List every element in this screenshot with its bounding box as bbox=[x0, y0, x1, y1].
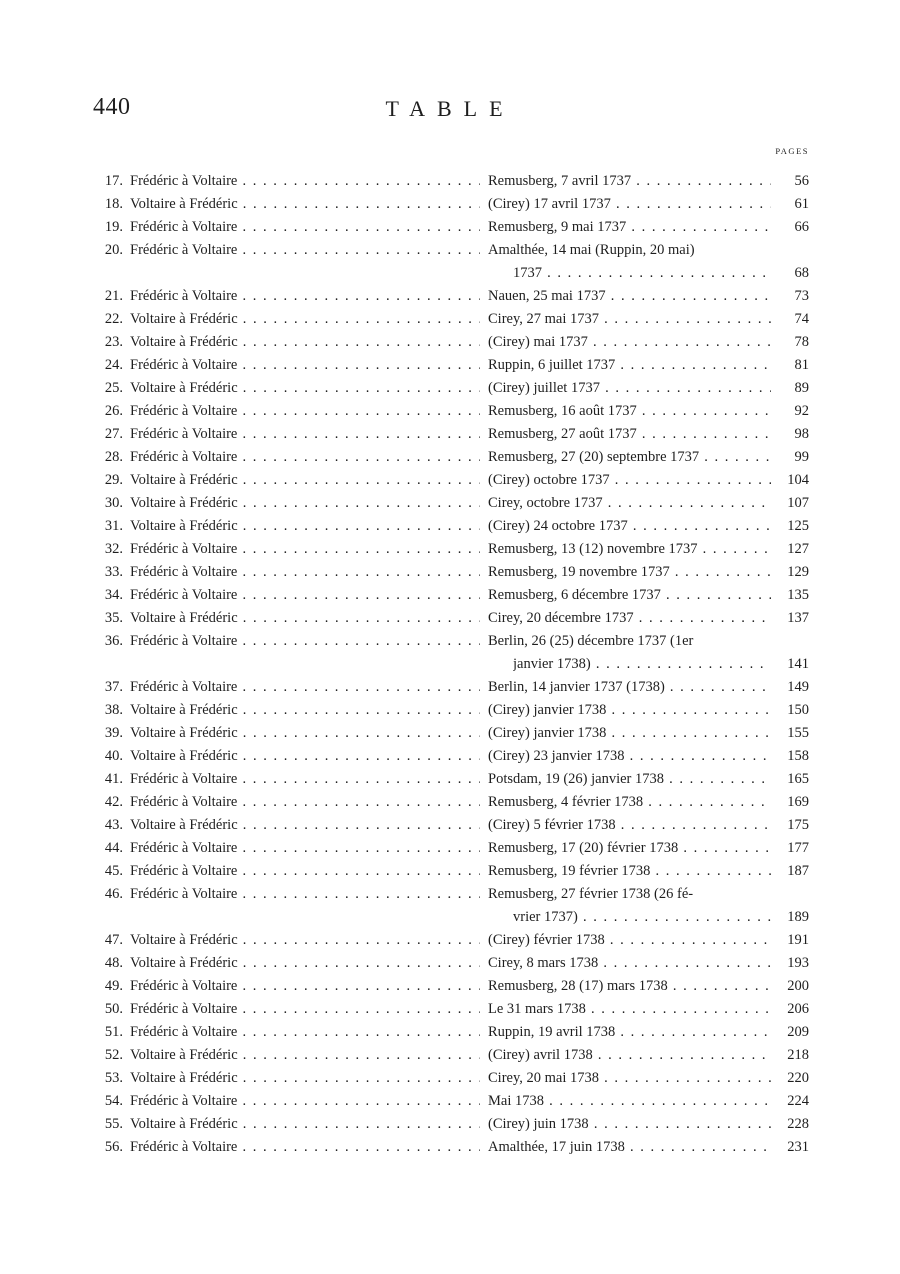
entry-page: 99 bbox=[794, 449, 809, 465]
entry-correspondents: Frédéric à Voltaire . . . bbox=[130, 216, 480, 239]
entry-correspondents: Frédéric à Voltaire . . . bbox=[130, 676, 480, 699]
entry-page: 61 bbox=[794, 196, 809, 212]
entry-place-date: Remusberg, 13 (12) novembre 1737 . . . bbox=[488, 538, 771, 561]
toc-entry bbox=[93, 676, 813, 699]
entry-correspondents: Frédéric à Voltaire . . . bbox=[130, 1090, 480, 1113]
toc-entry bbox=[93, 791, 813, 814]
entry-place-date: (Cirey) juillet 1737 . . . bbox=[488, 377, 771, 400]
entry-place-date: Ruppin, 6 juillet 1737 . . . bbox=[488, 354, 771, 377]
entry-number: 29. bbox=[104, 472, 123, 488]
entry-page: 149 bbox=[787, 679, 809, 695]
entry-place-date: Remusberg, 7 avril 1737 . . . bbox=[488, 170, 771, 193]
page-title: TABLE bbox=[385, 96, 515, 121]
toc-entry bbox=[93, 860, 813, 883]
entry-number: 24. bbox=[104, 357, 123, 373]
page-number: 440 bbox=[93, 94, 131, 120]
entry-page: 191 bbox=[787, 932, 809, 948]
toc-entry bbox=[93, 538, 813, 561]
entry-number: 32. bbox=[104, 541, 123, 557]
entry-number: 30. bbox=[104, 495, 123, 511]
entry-correspondents: Frédéric à Voltaire . . . bbox=[130, 630, 480, 653]
entry-page: 150 bbox=[787, 702, 809, 718]
entry-page: 155 bbox=[787, 725, 809, 741]
entry-number: 17. bbox=[104, 173, 123, 189]
entry-correspondents: Voltaire à Frédéric . . . bbox=[130, 492, 480, 515]
entry-page: 141 bbox=[787, 656, 809, 672]
entry-place-date: (Cirey) janvier 1738 . . . bbox=[488, 699, 771, 722]
toc-entry bbox=[93, 837, 813, 860]
entry-number: 28. bbox=[104, 449, 123, 465]
entry-place-date: Remusberg, 16 août 1737 . . . bbox=[488, 400, 771, 423]
toc-entry bbox=[93, 998, 813, 1021]
entry-correspondents: Frédéric à Voltaire . . . bbox=[130, 883, 480, 906]
entry-number: 40. bbox=[104, 748, 123, 764]
entry-page: 231 bbox=[787, 1139, 809, 1155]
entry-correspondents: Frédéric à Voltaire . . . bbox=[130, 837, 480, 860]
entry-correspondents: Voltaire à Frédéric . . . bbox=[130, 1113, 480, 1136]
entry-number: 23. bbox=[104, 334, 123, 350]
entry-number: 18. bbox=[104, 196, 123, 212]
entry-place-date: Cirey, 27 mai 1737 . . . bbox=[488, 308, 771, 331]
entry-place-date: (Cirey) février 1738 . . . bbox=[488, 929, 771, 952]
entry-number: 50. bbox=[104, 1001, 123, 1017]
entry-place-date: Remusberg, 27 février 1738 (26 fé- bbox=[488, 886, 694, 902]
toc-entry bbox=[93, 400, 813, 423]
toc-entry bbox=[93, 1113, 813, 1136]
entry-number: 43. bbox=[104, 817, 123, 833]
entry-number: 47. bbox=[104, 932, 123, 948]
entry-correspondents: Voltaire à Frédéric . . . bbox=[130, 929, 480, 952]
entry-number: 44. bbox=[104, 840, 123, 856]
entry-number: 25. bbox=[104, 380, 123, 396]
entry-correspondents: Voltaire à Frédéric . . . bbox=[130, 331, 480, 354]
entry-place-date: Berlin, 26 (25) décembre 1737 (1er bbox=[488, 633, 694, 649]
toc-entry bbox=[93, 814, 813, 837]
entry-number: 33. bbox=[104, 564, 123, 580]
entry-number: 49. bbox=[104, 978, 123, 994]
entry-page: 187 bbox=[787, 863, 809, 879]
entry-place-date: Ruppin, 19 avril 1738 . . . bbox=[488, 1021, 771, 1044]
entry-page: 137 bbox=[787, 610, 809, 626]
entry-correspondents: Voltaire à Frédéric . . . bbox=[130, 722, 480, 745]
entry-correspondents: Voltaire à Frédéric . . . bbox=[130, 814, 480, 837]
toc-entry bbox=[93, 1021, 813, 1044]
toc-entry bbox=[93, 699, 813, 722]
entry-correspondents: Frédéric à Voltaire . . . bbox=[130, 170, 480, 193]
entry-place-date: Cirey, 20 décembre 1737 . . . bbox=[488, 607, 771, 630]
entry-place-date-continued: janvier 1738) . . . bbox=[513, 653, 771, 676]
entry-page: 158 bbox=[787, 748, 809, 764]
entry-correspondents: Frédéric à Voltaire . . . bbox=[130, 1136, 480, 1159]
entry-place-date: Mai 1738 . . . bbox=[488, 1090, 771, 1113]
toc-entry bbox=[93, 354, 813, 377]
entry-correspondents: Frédéric à Voltaire . . . bbox=[130, 400, 480, 423]
entry-number: 21. bbox=[104, 288, 123, 304]
entry-number: 22. bbox=[104, 311, 123, 327]
toc-entry bbox=[93, 446, 813, 469]
entry-page: 165 bbox=[787, 771, 809, 787]
pages-column-header: PAGES bbox=[775, 146, 809, 156]
entry-place-date: (Cirey) 17 avril 1737 . . . bbox=[488, 193, 771, 216]
entry-correspondents: Voltaire à Frédéric . . . bbox=[130, 745, 480, 768]
entry-number: 37. bbox=[104, 679, 123, 695]
entry-page: 73 bbox=[794, 288, 809, 304]
entry-page: 78 bbox=[794, 334, 809, 350]
entry-number: 35. bbox=[104, 610, 123, 626]
entry-correspondents: Frédéric à Voltaire . . . bbox=[130, 860, 480, 883]
entry-correspondents: Frédéric à Voltaire . . . bbox=[130, 1021, 480, 1044]
entry-number: 19. bbox=[104, 219, 123, 235]
entry-page: 89 bbox=[794, 380, 809, 396]
entry-place-date: Potsdam, 19 (26) janvier 1738 . . . bbox=[488, 768, 771, 791]
entry-page: 175 bbox=[787, 817, 809, 833]
entry-correspondents: Voltaire à Frédéric . . . bbox=[130, 308, 480, 331]
entry-page: 98 bbox=[794, 426, 809, 442]
toc-entry bbox=[93, 722, 813, 745]
entry-correspondents: Frédéric à Voltaire . . . bbox=[130, 354, 480, 377]
entry-correspondents: Voltaire à Frédéric . . . bbox=[130, 699, 480, 722]
entry-page: 224 bbox=[787, 1093, 809, 1109]
entry-place-date: (Cirey) juin 1738 . . . bbox=[488, 1113, 771, 1136]
entry-number: 20. bbox=[104, 242, 123, 258]
toc-entry bbox=[93, 768, 813, 791]
entry-correspondents: Frédéric à Voltaire . . . bbox=[130, 584, 480, 607]
entry-place-date: (Cirey) 24 octobre 1737 . . . bbox=[488, 515, 771, 538]
entry-page: 135 bbox=[787, 587, 809, 603]
toc-entry bbox=[93, 492, 813, 515]
entry-place-date: (Cirey) avril 1738 . . . bbox=[488, 1044, 771, 1067]
entry-place-date: Cirey, 20 mai 1738 . . . bbox=[488, 1067, 771, 1090]
entry-number: 36. bbox=[104, 633, 123, 649]
entry-page: 200 bbox=[787, 978, 809, 994]
entry-page: 193 bbox=[787, 955, 809, 971]
entry-page: 127 bbox=[787, 541, 809, 557]
entry-page: 189 bbox=[787, 909, 809, 925]
entry-correspondents: Frédéric à Voltaire . . . bbox=[130, 561, 480, 584]
table-of-contents bbox=[93, 170, 813, 1159]
entry-correspondents: Frédéric à Voltaire . . . bbox=[130, 446, 480, 469]
toc-entry bbox=[93, 561, 813, 584]
entry-number: 27. bbox=[104, 426, 123, 442]
entry-number: 55. bbox=[104, 1116, 123, 1132]
entry-number: 48. bbox=[104, 955, 123, 971]
toc-entry bbox=[93, 929, 813, 952]
entry-place-date: Le 31 mars 1738 . . . bbox=[488, 998, 771, 1021]
entry-page: 74 bbox=[794, 311, 809, 327]
entry-correspondents: Frédéric à Voltaire . . . bbox=[130, 285, 480, 308]
entry-place-date: Remusberg, 4 février 1738 . . . bbox=[488, 791, 771, 814]
entry-number: 45. bbox=[104, 863, 123, 879]
entry-number: 54. bbox=[104, 1093, 123, 1109]
entry-place-date: Amalthée, 17 juin 1738 . . . bbox=[488, 1136, 771, 1159]
entry-page: 206 bbox=[787, 1001, 809, 1017]
toc-entry bbox=[93, 607, 813, 630]
entry-number: 39. bbox=[104, 725, 123, 741]
toc-entry bbox=[93, 308, 813, 331]
entry-correspondents: Frédéric à Voltaire . . . bbox=[130, 538, 480, 561]
entry-place-date: (Cirey) janvier 1738 . . . bbox=[488, 722, 771, 745]
toc-entry bbox=[93, 975, 813, 998]
entry-place-date: Remusberg, 17 (20) février 1738 . . . bbox=[488, 837, 771, 860]
entry-place-date: Nauen, 25 mai 1737 . . . bbox=[488, 285, 771, 308]
entry-number: 38. bbox=[104, 702, 123, 718]
toc-entry bbox=[93, 193, 813, 216]
entry-page: 228 bbox=[787, 1116, 809, 1132]
entry-place-date: (Cirey) octobre 1737 . . . bbox=[488, 469, 771, 492]
entry-page: 209 bbox=[787, 1024, 809, 1040]
entry-place-date: Remusberg, 27 (20) septembre 1737 . . . bbox=[488, 446, 771, 469]
toc-entry bbox=[93, 216, 813, 239]
entry-place-date: (Cirey) 23 janvier 1738 . . . bbox=[488, 745, 771, 768]
entry-number: 42. bbox=[104, 794, 123, 810]
entry-page: 125 bbox=[787, 518, 809, 534]
entry-number: 31. bbox=[104, 518, 123, 534]
toc-entry bbox=[93, 630, 813, 676]
entry-correspondents: Frédéric à Voltaire . . . bbox=[130, 975, 480, 998]
entry-page: 177 bbox=[787, 840, 809, 856]
entry-number: 34. bbox=[104, 587, 123, 603]
entry-number: 41. bbox=[104, 771, 123, 787]
entry-correspondents: Frédéric à Voltaire . . . bbox=[130, 423, 480, 446]
entry-number: 51. bbox=[104, 1024, 123, 1040]
entry-page: 92 bbox=[794, 403, 809, 419]
entry-page: 220 bbox=[787, 1070, 809, 1086]
entry-page: 68 bbox=[794, 265, 809, 281]
entry-place-date: Remusberg, 27 août 1737 . . . bbox=[488, 423, 771, 446]
toc-entry bbox=[93, 1067, 813, 1090]
entry-place-date-continued: vrier 1737) . . . bbox=[513, 906, 771, 929]
entry-page: 169 bbox=[787, 794, 809, 810]
entry-number: 52. bbox=[104, 1047, 123, 1063]
toc-entry bbox=[93, 1136, 813, 1159]
entry-correspondents: Frédéric à Voltaire . . . bbox=[130, 768, 480, 791]
entry-page: 56 bbox=[794, 173, 809, 189]
toc-entry bbox=[93, 239, 813, 285]
entry-place-date: Remusberg, 19 novembre 1737 . . . bbox=[488, 561, 771, 584]
entry-page: 129 bbox=[787, 564, 809, 580]
entry-place-date: Remusberg, 9 mai 1737 . . . bbox=[488, 216, 771, 239]
entry-correspondents: Voltaire à Frédéric . . . bbox=[130, 952, 480, 975]
entry-page: 81 bbox=[794, 357, 809, 373]
entry-number: 46. bbox=[104, 886, 123, 902]
entry-correspondents: Frédéric à Voltaire . . . bbox=[130, 998, 480, 1021]
toc-entry bbox=[93, 377, 813, 400]
entry-page: 107 bbox=[787, 495, 809, 511]
toc-entry bbox=[93, 745, 813, 768]
entry-place-date: Remusberg, 6 décembre 1737 . . . bbox=[488, 584, 771, 607]
entry-page: 218 bbox=[787, 1047, 809, 1063]
entry-correspondents: Voltaire à Frédéric . . . bbox=[130, 469, 480, 492]
entry-place-date: Cirey, 8 mars 1738 . . . bbox=[488, 952, 771, 975]
entry-place-date: Remusberg, 19 février 1738 . . . bbox=[488, 860, 771, 883]
entry-number: 56. bbox=[104, 1139, 123, 1155]
entry-correspondents: Voltaire à Frédéric . . . bbox=[130, 1067, 480, 1090]
toc-entry bbox=[93, 1090, 813, 1113]
entry-number: 26. bbox=[104, 403, 123, 419]
entry-correspondents: Voltaire à Frédéric . . . bbox=[130, 377, 480, 400]
toc-entry bbox=[93, 584, 813, 607]
entry-place-date: (Cirey) mai 1737 . . . bbox=[488, 331, 771, 354]
toc-entry bbox=[93, 423, 813, 446]
entry-correspondents: Frédéric à Voltaire . . . bbox=[130, 239, 480, 262]
entry-place-date: (Cirey) 5 février 1738 . . . bbox=[488, 814, 771, 837]
entry-place-date-continued: 1737 . . . bbox=[513, 262, 771, 285]
entry-page: 104 bbox=[787, 472, 809, 488]
entry-place-date: Berlin, 14 janvier 1737 (1738) . . . bbox=[488, 676, 771, 699]
entry-correspondents: Voltaire à Frédéric . . . bbox=[130, 607, 480, 630]
entry-correspondents: Frédéric à Voltaire . . . bbox=[130, 791, 480, 814]
entry-correspondents: Voltaire à Frédéric . . . bbox=[130, 193, 480, 216]
toc-entry bbox=[93, 515, 813, 538]
entry-number: 53. bbox=[104, 1070, 123, 1086]
entry-place-date: Cirey, octobre 1737 . . . bbox=[488, 492, 771, 515]
toc-entry bbox=[93, 331, 813, 354]
toc-entry bbox=[93, 285, 813, 308]
toc-entry bbox=[93, 1044, 813, 1067]
entry-place-date: Remusberg, 28 (17) mars 1738 . . . bbox=[488, 975, 771, 998]
entry-page: 66 bbox=[794, 219, 809, 235]
toc-entry bbox=[93, 469, 813, 492]
entry-place-date: Amalthée, 14 mai (Ruppin, 20 mai) bbox=[488, 242, 695, 258]
entry-correspondents: Voltaire à Frédéric . . . bbox=[130, 1044, 480, 1067]
toc-entry bbox=[93, 170, 813, 193]
toc-entry bbox=[93, 883, 813, 929]
toc-entry bbox=[93, 952, 813, 975]
entry-correspondents: Voltaire à Frédéric . . . bbox=[130, 515, 480, 538]
